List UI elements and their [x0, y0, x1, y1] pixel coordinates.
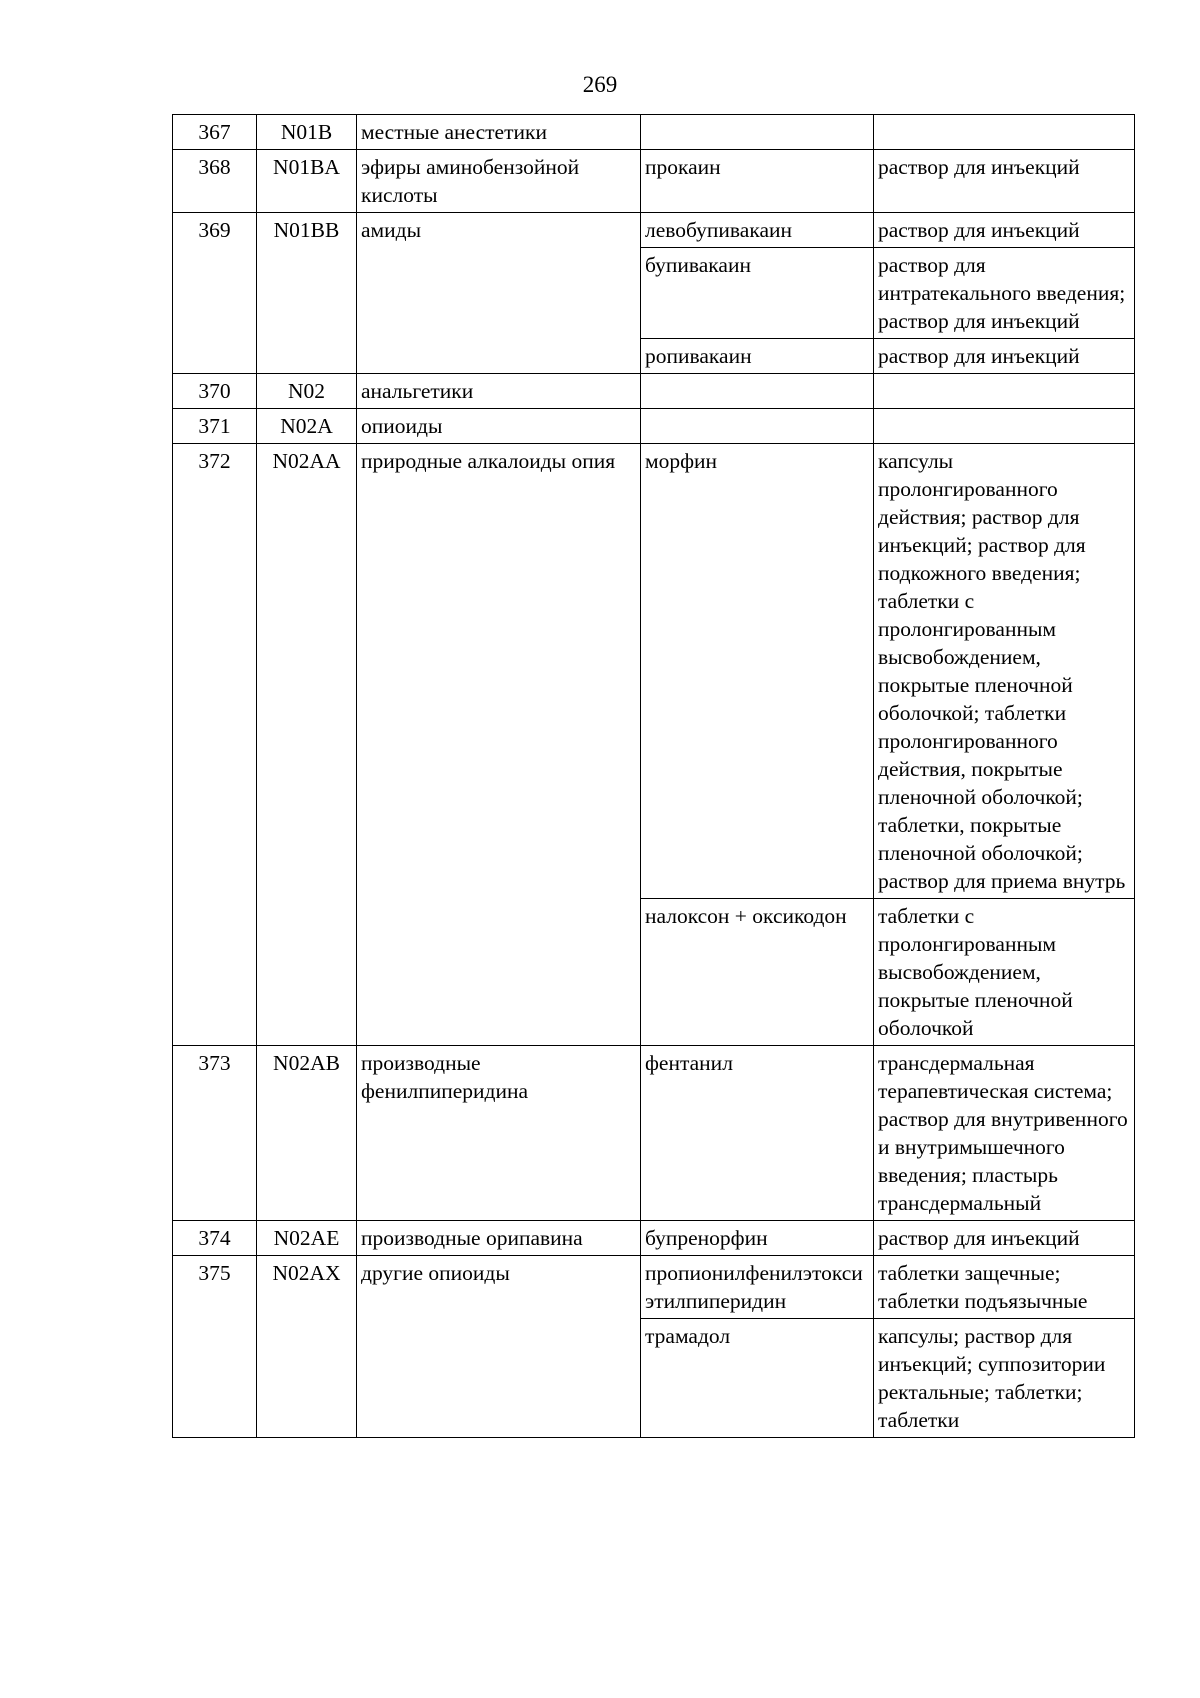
atc-code: N02 [257, 374, 357, 409]
dosage-form: таблетки с пролонгированным высвобождением, покрытые пленочной оболочкой [874, 899, 1135, 1046]
table-row [173, 444, 1135, 899]
group-name: опиоиды [357, 409, 641, 444]
drug-name: фентанил [641, 1046, 874, 1221]
table-row [173, 409, 1135, 444]
dosage-form: трансдермальная терапевтическая система; раствор для внутривенного и внутримышечного введения; пластырь трансдермальный [874, 1046, 1135, 1221]
page-number: 269 [582, 72, 618, 97]
dosage-form: капсулы; раствор для инъекций; суппозитории ректальные; таблетки; таблетки [874, 1319, 1135, 1438]
atc-code: N02AE [257, 1221, 357, 1256]
group-name: производные орипавина [357, 1221, 641, 1256]
atc-code: N02AX [257, 1256, 357, 1438]
drug-name: бупивакаин [641, 248, 874, 339]
row-number: 370 [173, 374, 257, 409]
atc-code: N02AA [257, 444, 357, 1046]
drug-name: пропионилфенилэтоксиэтилпиперидин [641, 1256, 874, 1319]
dosage-form: раствор для инъекций [874, 339, 1135, 374]
atc-code: N02A [257, 409, 357, 444]
table-row [173, 115, 1135, 150]
drug-name [641, 115, 874, 150]
group-name: анальгетики [357, 374, 641, 409]
atc-code: N02AB [257, 1046, 357, 1221]
dosage-form [874, 374, 1135, 409]
drug-name: морфин [641, 444, 874, 899]
drug-name: бупренорфин [641, 1221, 874, 1256]
row-number: 371 [173, 409, 257, 444]
dosage-form: раствор для интратекального введения; раствор для инъекций [874, 248, 1135, 339]
atc-code: N01BA [257, 150, 357, 213]
drug-name: трамадол [641, 1319, 874, 1438]
group-name: природные алкалоиды опия [357, 444, 641, 1046]
row-number: 375 [173, 1256, 257, 1438]
drug-name [641, 409, 874, 444]
group-name: амиды [357, 213, 641, 374]
atc-code: N01BB [257, 213, 357, 374]
row-number: 374 [173, 1221, 257, 1256]
medication-table [172, 114, 1135, 1438]
drug-name: левобупивакаин [641, 213, 874, 248]
table-row [173, 213, 1135, 248]
group-name: производные фенилпиперидина [357, 1046, 641, 1221]
dosage-form [874, 409, 1135, 444]
row-number: 367 [173, 115, 257, 150]
group-name: эфиры аминобензойной кислоты [357, 150, 641, 213]
table-row [173, 1221, 1135, 1256]
table-row [173, 150, 1135, 213]
dosage-form: таблетки защечные; таблетки подъязычные [874, 1256, 1135, 1319]
drug-name: налоксон + оксикодон [641, 899, 874, 1046]
atc-code: N01B [257, 115, 357, 150]
dosage-form: раствор для инъекций [874, 213, 1135, 248]
row-number: 369 [173, 213, 257, 374]
dosage-form: раствор для инъекций [874, 1221, 1135, 1256]
group-name: местные анестетики [357, 115, 641, 150]
drug-name: прокаин [641, 150, 874, 213]
dosage-form: капсулы пролонгированного действия; раствор для инъекций; раствор для подкожного введения; таблетки с пролонгированным высвобождением, покрытые пленочной оболочкой; таблетки пролонгированного действия, покрытые пленочной оболочкой; таблетки, покрытые пленочной оболочкой; раствор для приема внутрь [874, 444, 1135, 899]
table-row [173, 1046, 1135, 1221]
dosage-form: раствор для инъекций [874, 150, 1135, 213]
dosage-form [874, 115, 1135, 150]
drug-name: ропивакаин [641, 339, 874, 374]
row-number: 368 [173, 150, 257, 213]
row-number: 372 [173, 444, 257, 1046]
table-row [173, 1256, 1135, 1319]
row-number: 373 [173, 1046, 257, 1221]
table-row [173, 374, 1135, 409]
drug-name [641, 374, 874, 409]
group-name: другие опиоиды [357, 1256, 641, 1438]
